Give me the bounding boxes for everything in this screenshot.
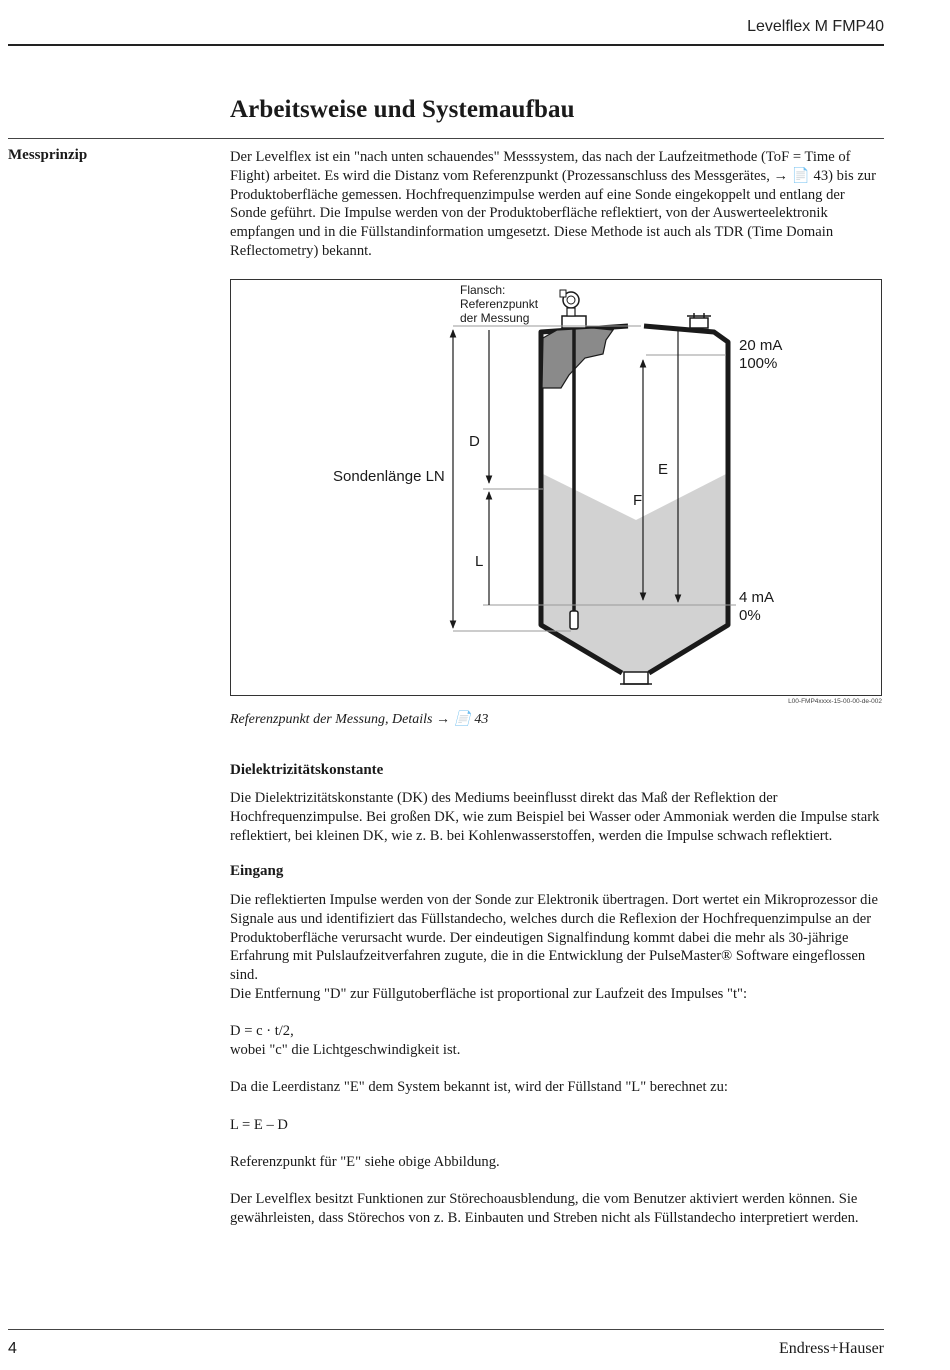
eingang-paragraph-1: Die reflektierten Impulse werden von der Sonde zur Elektronik übertragen. Dort wertet ein Mikroprozessor die Signale aus und identifiziert das Füllstandecho, welches durch die Reflexion der Hochfrequenzimpulse an der Produktoberfläche verursacht wurde. Der eindeutigen Signalfindung kommt dabei die mehr als 30-jährige Erfahrung mit Pulslaufzeitverfahren zugute, die in die Entwicklung der PulseMaster® Software eingeflossen sind.	[230, 892, 878, 984]
footer-rule	[8, 1329, 884, 1330]
figure-id: L00-FMP4xxxx-15-00-00-de-002	[788, 698, 882, 705]
probe-weight	[570, 611, 578, 629]
eingang-heading: Eingang	[230, 863, 284, 879]
eingang-paragraph-2: Die Entfernung "D" zur Füllgutoberfläche ist proportional zur Laufzeit des Impulses "t":	[230, 986, 748, 1002]
buildup-deposit	[542, 328, 613, 388]
measurement-figure	[230, 279, 882, 696]
right-nozzle	[690, 318, 708, 328]
eingang-paragraph-5: Der Levelflex besitzt Funktionen zur Störechoausblendung, die vom Benutzer aktiviert werden können. Sie gewährleisten, dass Störechos von z. B. Einbauten und Streben nicht als Füllstandecho interpretiert werden.	[230, 1191, 859, 1226]
formula-d: D = c · t/2,	[230, 1023, 294, 1039]
bottom-signal-label: 4 mA	[739, 589, 775, 606]
side-label-messprinzip: Messprinzip	[8, 147, 88, 163]
flange-label-1: Flansch:	[460, 283, 506, 297]
formula-d-note: wobei "c" die Lichtgeschwindigkeit ist.	[230, 1042, 461, 1058]
label-f: F	[633, 492, 643, 509]
bottom-outlet	[624, 672, 648, 684]
formula-l: L = E – D	[230, 1117, 288, 1133]
page-number: 4	[8, 1340, 17, 1357]
bottom-percent-label: 0%	[739, 607, 761, 624]
footer-brand: Endress+Hauser	[779, 1340, 884, 1357]
section-rule	[8, 138, 884, 139]
label-l: L	[475, 553, 484, 570]
section-title: Arbeitsweise und Systemaufbau	[230, 96, 575, 123]
top-signal-label: 20 mA	[739, 337, 783, 354]
flange-label-2: Referenzpunkt	[460, 297, 539, 311]
dk-paragraph: Die Dielektrizitätskonstante (DK) des Mediums beeinflusst direkt das Maß der Reflektion der Hochfrequenzimpulse. Bei großen DK, wie zum Beispiel bei Wasser oder Ammoniak werden die Impulse stark reflektiert, bei kleinen DK, wie z. B. bei Kohlenwasserstoffen, werden die Impulse schwach reflektiert.	[230, 790, 880, 844]
tank-diagram	[231, 280, 883, 697]
dk-heading: Dielektrizitätskonstante	[230, 762, 384, 778]
eingang-paragraph-3: Da die Leerdistanz "E" dem System bekannt ist, wird der Füllstand "L" berechnet zu:	[230, 1079, 728, 1095]
header-rule	[8, 44, 884, 46]
probe-length-label: Sondenlänge LN	[333, 468, 445, 485]
header-title: Levelflex M FMP40	[747, 18, 884, 35]
figure-caption: Referenzpunkt der Messung, Details → 📄 43	[230, 712, 489, 727]
flange-label-3: der Messung	[460, 311, 530, 325]
intro-paragraph: Der Levelflex ist ein "nach unten schauendes" Messsystem, das nach der Laufzeitmethode (ToF = Time of Flight) arbeitet. Es wird die Distanz vom Referenzpunkt (Prozessanschluss des Messgerätes, → 📄 43) bis zur Produktoberfläche gemessen. Hochfrequenzimpulse werden auf eine Sonde eingekoppelt und entlang der Sonde geführt. Die Impulse werden von der Produktoberfläche reflektiert, von der Auswerteelektronik empfangen und in die Füllstandinformation umgesetzt. Diese Methode ist auch als TDR (Time Domain Reflectometry) bekannt.	[230, 149, 876, 259]
top-percent-label: 100%	[739, 355, 778, 372]
eingang-paragraph-4: Referenzpunkt für "E" siehe obige Abbildung.	[230, 1154, 500, 1170]
label-d: D	[469, 433, 480, 450]
label-e: E	[658, 461, 669, 478]
